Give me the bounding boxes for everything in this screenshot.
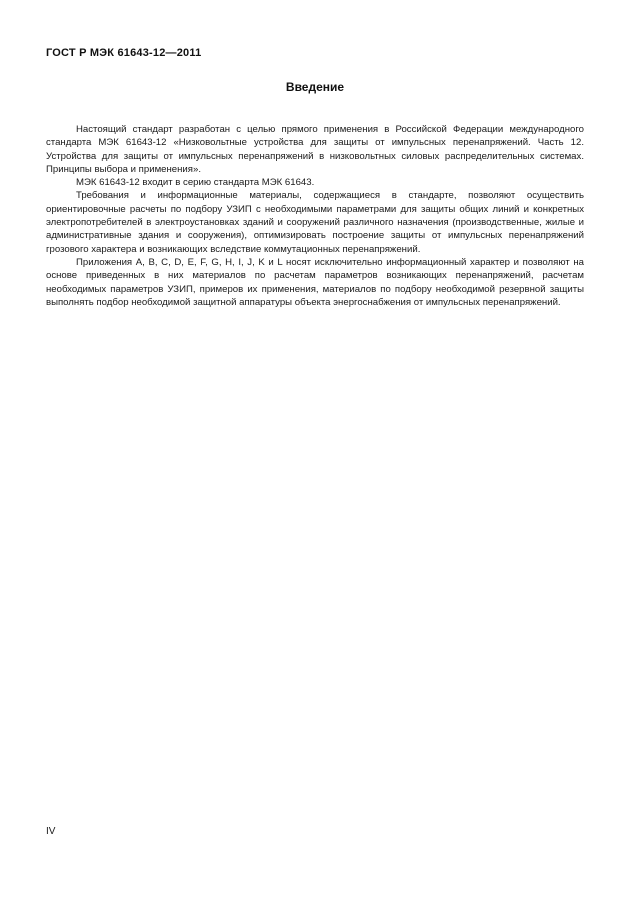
body-text — [46, 123, 584, 309]
paragraph-requirements: Требования и информационные материалы, содержащиеся в стандарте, позволяют осуществить ориентировочные расчеты по подбору УЗИП с необходимыми параметрами для защиты общих линий и конкретных электропотребителей в электроустановках зданий и сооружений различного назначения (производственные, жилые и административные здания и сооружения), оптимизировать построение защиты от импульсных перенапряжений грозового характера и возникающих вследствие коммутационных перенапряжений. — [46, 190, 584, 255]
standard-code-header: ГОСТ Р МЭК 61643-12—2011 — [46, 47, 202, 59]
paragraph-purpose: Настоящий стандарт разработан с целью прямого применения в Российской Федерации международного стандарта МЭК 61643-12 «Низковольтные устройства для защиты от импульсных перенапряжений. Часть 12. Устройства для защиты от импульсных перенапряжений в низковольтных силовых распределительных системах. Принципы выбора и применения». — [46, 124, 584, 175]
paragraph-series: МЭК 61643-12 входит в серию стандарта МЭК 61643. — [76, 177, 315, 189]
page-number: IV — [46, 826, 56, 837]
paragraph-annexes: Приложения A, B, C, D, E, F, G, H, I, J, K и L носят исключительно информационный характер и позволяют на основе приведенных в них материалов по расчетам параметров возникающих перенапряжений, расчетам необходимых параметров УЗИП, примеров их применения, материалов по подбору необходимой резервной защиты выполнять подбор необходимой защитной аппаратуры объекта энергоснабжения от импульсных перенапряжений. — [46, 256, 584, 308]
section-title: Введение — [285, 80, 345, 94]
section-title-wrapper — [0, 80, 630, 94]
